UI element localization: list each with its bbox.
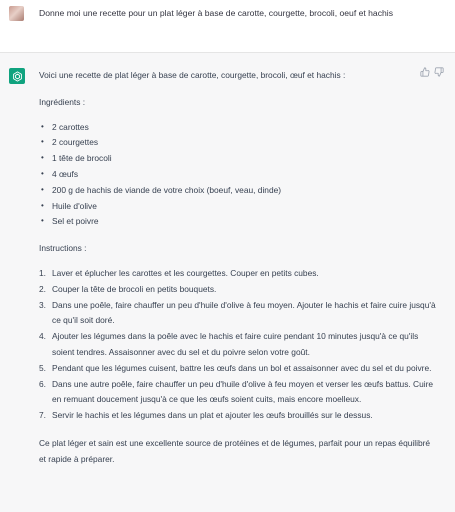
user-message-text: Donne moi une recette pour un plat léger à base de carotte, courgette, brocoli, oeuf et hachis [39, 8, 393, 18]
list-item: • 2 courgettes [39, 135, 437, 151]
step-text: Dans une poêle, faire chauffer un peu d'huile d'olive à feu moyen. Ajouter le hachis et faire cuire jusqu'à ce qu'il soit doré. [52, 299, 436, 326]
step-text: Ajouter les légumes dans la poêle avec le hachis et faire cuire pendant 10 minutes jusqu'à ce qu'ils soient tendres. Assaisonner avec du sel et du poivre selon votre goût. [52, 331, 419, 357]
step-number: 5. [39, 362, 46, 373]
list-item [39, 377, 437, 409]
list-item [39, 361, 437, 377]
step-text: Laver et éplucher les carottes et les courgettes. Couper en petits cubes. [52, 267, 319, 278]
response-outro: Ce plat léger et sain est une excellente source de protéines et de légumes, parfait pour un repas équilibré et rapide à préparer. [39, 437, 431, 464]
step-number: 4. [39, 331, 46, 342]
list-item: • Huile d'olive [39, 199, 437, 215]
step-text: Pendant que les légumes cuisent, battre les œufs dans un bol et assaisonner avec du sel et du poivre. [52, 362, 432, 373]
ingredients-list [39, 120, 437, 231]
instructions-heading: Instructions : [39, 243, 87, 254]
step-number: 1. [39, 267, 46, 278]
step-number: 2. [39, 283, 46, 294]
list-item [39, 329, 437, 361]
list-item: • 1 tête de brocoli [39, 151, 437, 167]
user-message [0, 0, 455, 53]
list-item [39, 266, 437, 282]
user-avatar [9, 6, 24, 21]
step-text: Dans une autre poêle, faire chauffer un peu d'huile d'olive à feu moyen et verser les œufs battus. Cuire en remuant doucement jusqu'à ce que les œufs soient cuits, mais encore moelleux. [52, 378, 434, 405]
step-number: 6. [39, 378, 46, 389]
list-item [39, 298, 437, 330]
step-text: Couper la tête de brocoli en petits bouquets. [52, 283, 217, 294]
list-item: • Sel et poivre [39, 214, 437, 230]
list-item [39, 408, 437, 424]
step-text: Servir le hachis et les légumes dans un plat et ajouter les œufs brouillés sur le dessus. [52, 410, 373, 421]
step-number: 7. [39, 410, 46, 421]
list-item: • 2 carottes [39, 120, 437, 136]
list-item: • 4 œufs [39, 167, 437, 183]
list-item [39, 282, 437, 298]
assistant-message [0, 53, 455, 512]
assistant-response [39, 68, 437, 468]
list-item: • 200 g de hachis de viande de votre choix (boeuf, veau, dinde) [39, 183, 437, 199]
response-intro: Voici une recette de plat léger à base de carotte, courgette, brocoli, œuf et hachis : [39, 70, 346, 80]
instructions-list [39, 266, 437, 424]
openai-logo-icon [9, 68, 25, 84]
ingredients-heading: Ingrédients : [39, 96, 86, 107]
step-number: 3. [39, 299, 46, 310]
